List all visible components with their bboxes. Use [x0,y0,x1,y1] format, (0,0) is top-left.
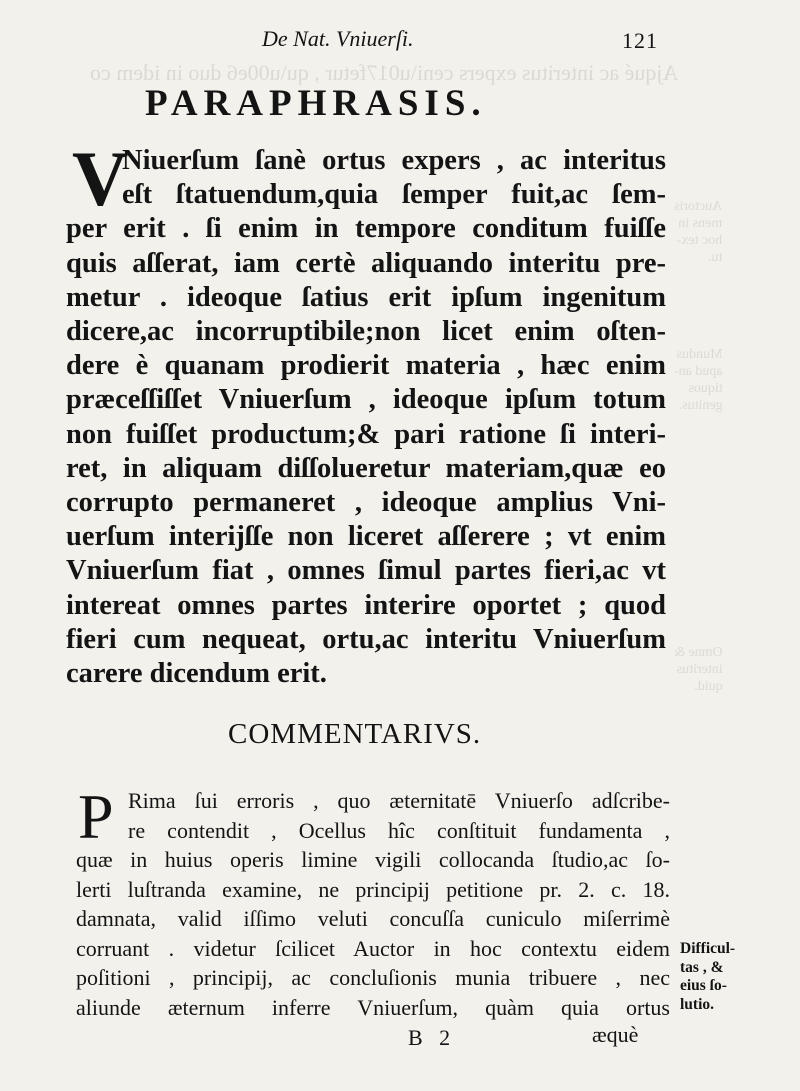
running-head: De Nat. Vniuerſi. [262,26,414,51]
text-line: fieri cum nequeat, ortu,ac interitu Vniuerſum [66,623,666,655]
text-line: corrupto permaneret , ideoque amplius Vni- [66,487,666,519]
margin-note-line: eius ſo- [680,977,727,994]
section-title: PARAPHRASIS. [145,83,487,124]
text-line: non fuiſſet productum;& pari ratione ſi interi- [66,418,666,450]
show-through-margin-2: Mundus apud an- tiquos genitus. [674,347,723,413]
text-line: poſitioni , principij, ac concluſionis munia tribuere , nec [76,965,670,990]
commentarius-text [76,781,670,1022]
text-line: præceſſiſſet Vniuerſum , ideoque ipſum totum [66,384,666,416]
margin-note-line: tas , & [680,958,724,976]
text-line: quis aſſerat, iam certè aliquando interitu pre- [66,247,666,279]
commentarius-heading: COMMENTARIVS. [228,718,482,750]
text-line: damnata, valid iſſimo veluti concuſſa cuniculo miſerrimè [76,906,670,931]
text-line-last: carere dicendum erit. [66,658,327,690]
text-line: dicere,ac incorruptibile;non licet enim oſten- [66,316,666,348]
text-line: uerſum interijſſe non liceret aſſerere ; vt enim [66,521,666,553]
catchword: æquè [592,1022,639,1047]
drop-cap-commentarius: P [78,781,114,852]
text-line: eſt ſtatuendum,quia ſemper fuit,ac ſem- [122,179,666,211]
text-line: corruant . videtur ſcilicet Auctor in hoc contextu eidem [76,935,670,961]
text-line: intereat omnes partes interire oportet ; quod [66,589,666,621]
show-through-margin-3: Omne & interitus quid. [674,645,723,694]
text-line: Niuerſum ſanè ortus expers , ac interitus [122,145,666,176]
text-line: re contendit , Ocellus hîc conſtituit fundamenta , [128,817,670,843]
text-line: metur . ideoque ſatius erit ipſum ingenitum [66,281,666,313]
margin-note-line: Difficul- [680,940,736,957]
text-line: aliunde æternum inferre Vniuerſum, quàm quia ortus [76,994,670,1020]
signature-mark: B 2 [408,1025,451,1050]
drop-cap-paraphrasis: V [72,135,129,222]
paraphrasis-text [66,144,666,691]
margin-note [680,940,790,1014]
text-line: Vniuerſum fiat , omnes ſimul partes fieri,ac vt [66,555,666,587]
text-line: dere è quanam prodierit materia , hæc enim [66,350,666,382]
text-line: ret, in aliquam diſſolueretur materiam,quæ eo [66,452,666,484]
margin-note-line: lutio. [680,995,715,1013]
text-line: per erit . ſi enim in tempore conditum fuiſſe [66,213,666,245]
text-line: lerti luſtranda examine, ne principij petitione pr. 2. c. 18. [76,876,670,902]
page-number: 121 [622,28,658,53]
text-line: quæ in huius operis limine vigili collocanda ſtudio,ac ſo- [76,847,670,872]
show-through-text: Ajqué ac interitus expers ceni\u017fetur , qu\u00e6 duo in idem co [90,60,679,85]
show-through-margin: Auctoris mens in hoc tex- tu. [674,199,723,265]
text-line: Rima ſui erroris , quo æternitatē Vniuerſo adſcribe- [128,788,670,813]
